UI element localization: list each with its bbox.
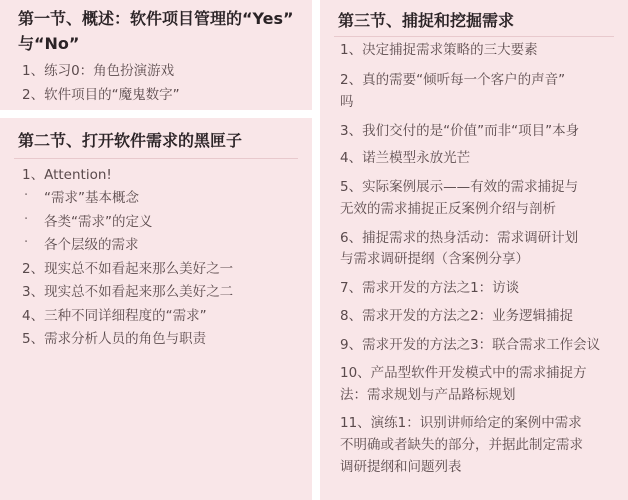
section-2-divider <box>14 158 298 159</box>
section-3-item-11c: 调研提纲和问题列表 <box>340 459 462 475</box>
section-3-item-6a: 6、捕捉需求的热身活动：需求调研计划 <box>340 230 579 246</box>
section-3-item-11b: 不明确或者缺失的部分，并据此制定需求 <box>340 437 583 453</box>
right-column <box>320 0 628 500</box>
section-3-item-10a: 10、产品型软件开发模式中的需求捕捉方 <box>340 365 587 381</box>
section-3-item-11a: 11、演练1：识别讲师给定的案例中需求 <box>340 415 582 431</box>
section-2-item-5: 5、需求分析人员的角色与职责 <box>22 331 207 347</box>
section-2-subitem-1: “需求”基本概念 <box>44 190 139 206</box>
section-2-subitem-3: 各个层级的需求 <box>44 237 139 253</box>
section-3-item-2a: 2、真的需要“倾听每一个客户的声音” <box>340 72 566 88</box>
section-3-item-10b: 法：需求规划与产品路标规划 <box>340 387 516 403</box>
section-2-subitem-2: 各类“需求”的定义 <box>44 214 153 230</box>
section-3-item-2b: 吗 <box>340 94 354 110</box>
section-2-item-1: 1、Attention! <box>22 167 112 183</box>
bullet-icon: · <box>24 188 29 203</box>
section-3-item-8: 8、需求开发的方法之2：业务逻辑捕捉 <box>340 308 574 324</box>
section-3-item-1: 1、决定捕捉需求策略的三大要素 <box>340 42 538 58</box>
section-1-card <box>0 0 312 110</box>
section-3-item-4: 4、诺兰模型永放光芒 <box>340 150 471 166</box>
section-3-item-9: 9、需求开发的方法之3：联合需求工作会议 <box>340 337 601 353</box>
section-2-title: 第二节、打开软件需求的黑匣子 <box>18 131 243 150</box>
section-3-item-7: 7、需求开发的方法之1：访谈 <box>340 280 520 296</box>
section-1-item-1: 1、练习0：角色扮演游戏 <box>22 63 175 79</box>
section-3-item-5b: 无效的需求捕捉正反案例介绍与剖析 <box>340 201 556 217</box>
section-1-title-line-2: 与“No” <box>18 34 80 53</box>
section-2-item-2: 2、现实总不如看起来那么美好之一 <box>22 261 234 277</box>
section-3-item-3: 3、我们交付的是“价值”而非“项目”本身 <box>340 123 580 139</box>
section-2-item-4: 4、三种不同详细程度的“需求” <box>22 308 207 324</box>
section-3-item-6b: 与需求调研提纲（含案例分享） <box>340 251 529 267</box>
section-3-divider <box>334 36 614 37</box>
section-1-title-line-1: 第一节、概述：软件项目管理的“Yes” <box>18 9 294 28</box>
section-3-title: 第三节、捕捉和挖掘需求 <box>338 11 515 30</box>
section-2-card <box>0 118 312 500</box>
section-2-item-3: 3、现实总不如看起来那么美好之二 <box>22 284 234 300</box>
bullet-icon: · <box>24 235 29 250</box>
left-column <box>0 0 312 500</box>
section-3-item-5a: 5、实际案例展示——有效的需求捕捉与 <box>340 179 579 195</box>
section-1-item-2: 2、软件项目的“魔鬼数字” <box>22 87 180 103</box>
bullet-icon: · <box>24 212 29 227</box>
